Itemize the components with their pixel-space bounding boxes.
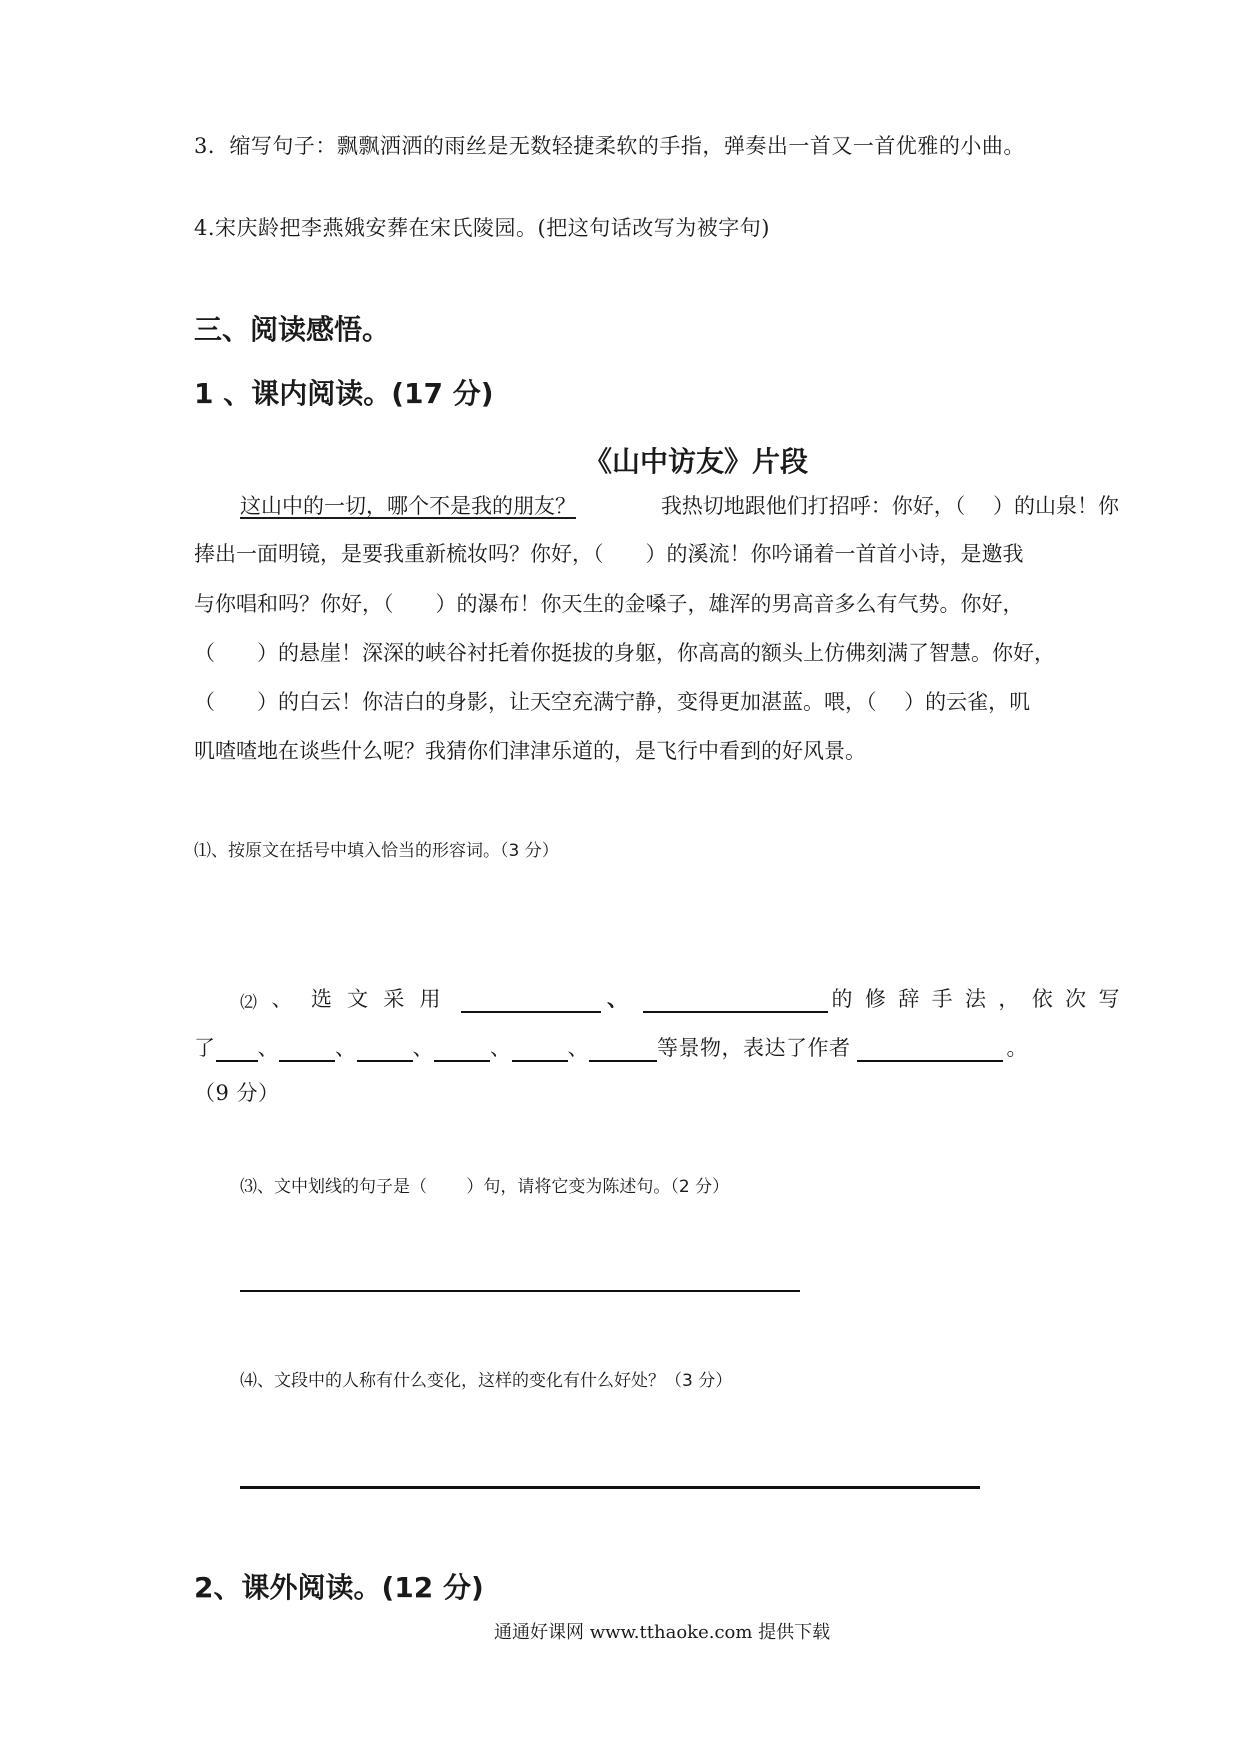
text: 。 [1006,1036,1028,1060]
answer-blank-scene-6[interactable] [589,1040,657,1062]
passage-line-1-rest: 我热切地跟他们打招呼：你好，（ ）的山泉！你 [660,494,1119,518]
passage-line-5: （ ）的白云！你洁白的身影，让天空充满宁静，变得更加湛蓝。喂，（ ）的云雀，叽 [194,690,1031,714]
q2-chars-b [832,983,1121,1013]
passage-line-6: 叽喳喳地在谈些什么呢？我猜你们津津乐道的，是飞行中看到的好风景。 [194,739,866,763]
char: 写 [1098,987,1120,1011]
answer-blank-scene-2[interactable] [279,1040,335,1062]
footer-credit: 通通好课网 www.tthaoke.com 提供下载 [494,1622,831,1643]
answer-blank-scene-1[interactable] [216,1040,258,1062]
reading-1-heading: 1 、课内阅读。(17 分) [194,377,494,410]
answer-blank-rhetoric-1[interactable] [461,991,601,1013]
passage-line-1 [240,496,1119,517]
separator: 、 [607,986,629,1011]
char: 文 [347,987,369,1011]
sub-question-2-points: （9 分） [194,1081,280,1105]
passage-line-3: 与你唱和吗？你好，（ ）的瀑布！你天生的金嗓子，雄浑的男高音多么有气势。你好， [194,592,1024,616]
sub-question-4: ⑷、文段中的人称有什么变化，这样的变化有什么好处？（3 分） [240,1371,733,1391]
char: 选 [311,987,333,1011]
question-3-condense: 3．缩写句子：飘飘洒洒的雨丝是无数轻捷柔软的手指，弹奏出一首又一首优雅的小曲。 [194,134,1025,158]
answer-blank-scene-4[interactable] [434,1040,490,1062]
question-4-passive: 4.宋庆龄把李燕娥安葬在宋氏陵园。(把这句话改写为被字句) [194,216,770,240]
char: 次 [1065,987,1087,1011]
char: 采 [383,987,405,1011]
answer-line-q3[interactable] [240,1290,800,1292]
passage-title: 《山中访友》片段 [584,445,809,478]
char: ， [998,987,1020,1011]
answer-blank-rhetoric-2[interactable] [643,991,828,1013]
separator: 、 [271,987,293,1011]
sub-question-1: ⑴、按原文在括号中填入恰当的形容词。（3 分） [194,841,559,861]
text: 了 [194,1036,216,1060]
char: 手 [931,987,954,1011]
underlined-sentence: 这山中的一切，哪个不是我的朋友？ [240,494,576,518]
separator: 、 [490,1036,512,1060]
sub-question-3: ⑶、文中划线的句子是（ ）句，请将它变为陈述句。（2 分） [240,1177,730,1197]
char: 辞 [898,987,920,1011]
sub-question-2-line-1 [240,983,1120,1013]
char: 修 [864,987,887,1011]
sub-question-2-number: ⑵ [240,993,258,1013]
q2-chars-a [311,983,441,1013]
separator: 、 [335,1036,357,1060]
answer-blank-scene-5[interactable] [512,1040,568,1062]
sub-question-2-line-2 [194,1032,1028,1062]
section-3-heading: 三、阅读感悟。 [194,313,391,346]
separator: 、 [412,1036,434,1060]
char: 的 [831,987,853,1011]
char: 用 [419,987,441,1011]
passage-line-2: 捧出一面明镜，是要我重新梳妆吗？你好，（ ）的溪流！你吟诵着一首首小诗，是邀我 [194,542,1024,566]
separator: 、 [257,1036,279,1060]
char: 法 [965,987,987,1011]
passage-line-4: （ ）的悬崖！深深的峡谷衬托着你挺拔的身躯，你高高的额头上仿佛刻满了智慧。你好， [194,641,1055,665]
answer-line-q4[interactable] [240,1486,980,1489]
separator: 、 [567,1036,589,1060]
answer-blank-feeling[interactable] [857,1040,1003,1062]
char: 依 [1031,987,1054,1011]
text: 等景物，表达了作者 [657,1036,851,1060]
answer-blank-scene-3[interactable] [357,1040,413,1062]
reading-2-heading: 2、课外阅读。(12 分) [194,1571,484,1604]
